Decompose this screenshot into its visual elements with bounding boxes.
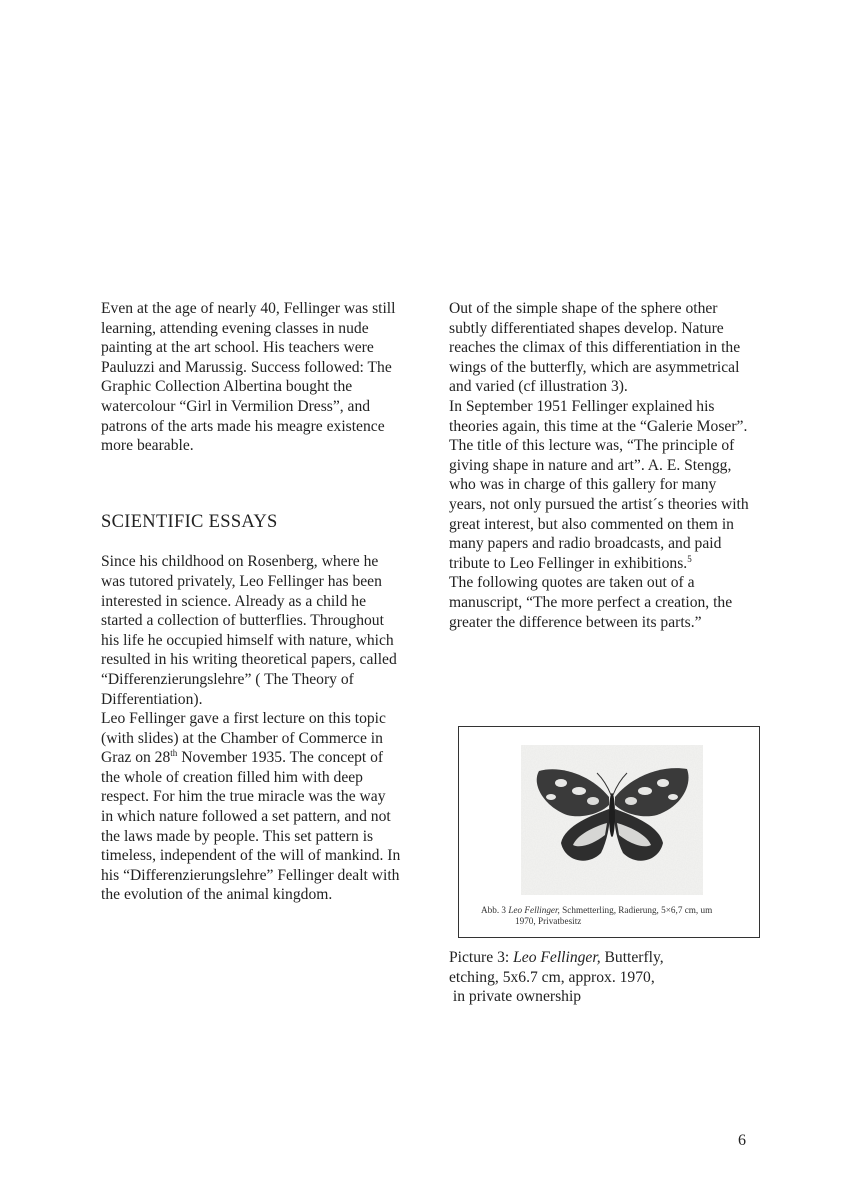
inner-caption-line-2: 1970, Privatbesitz — [515, 915, 582, 926]
inner-caption-line-1 — [481, 905, 751, 916]
paragraph-manuscript-quote: The following quotes are taken out of a manuscript, “The more perfect a creation, the greater the difference between its parts.” — [449, 574, 733, 631]
paragraph-sphere-shapes: Out of the simple shape of the sphere other subtly differentiated shapes develop. Nature reaches the climax of this differentiation in the wings of the butterfly, which are asymmetrical and varied (cf illustration 3). — [449, 300, 741, 396]
caption-title: Butterfly, — [600, 949, 664, 966]
inner-caption-details: Schmetterling, Radierung, 5×6,7 cm, um — [559, 905, 713, 915]
paragraph-evening-classes: Even at the age of nearly 40, Fellinger was still learning, attending evening classes in nude painting at the art school. His teachers were Pauluzzi and Marussig. Success followed: The Graphic Collection Albertina bought the watercolour “Girl in Vermilion Dress”, and patrons of the arts made his meagre existence more bearable. — [101, 300, 396, 455]
caption-line-3: in private ownership — [449, 988, 582, 1006]
right-column — [449, 299, 754, 632]
section-heading-scientific-essays: SCIENTIFIC ESSAYS — [101, 511, 278, 532]
page-number: 6 — [738, 1132, 746, 1149]
left-column — [101, 299, 401, 905]
paragraph-galerie-moser — [449, 397, 754, 573]
caption-artist: Leo Fellinger, — [513, 949, 601, 966]
footnote-marker: 5 — [687, 553, 692, 564]
lecture-text-start: Leo Fellinger gave a first lecture on this topic (with slides) at the Chamber of Commerce in Graz on 28 — [101, 710, 386, 767]
figure-butterfly-etching — [458, 726, 760, 938]
galerie-moser-text: In September 1951 Fellinger explained his theories again, this time at the “Galerie Moser”. The title of this lecture was, “The principle of giving shape in nature and art”. A. E. Stengg, who was in charge of this gallery for many years, not only pursued the artist´s theories with great interest, but also commented on them in many papers and radio broadcasts, and paid tribute to Leo Fellinger in exhibitions. — [449, 397, 749, 572]
butterfly-etching-image — [521, 745, 703, 895]
caption-line-1 — [449, 948, 749, 968]
paragraph-first-lecture — [101, 709, 401, 905]
caption-line-2: etching, 5x6.7 cm, approx. 1970, — [449, 968, 655, 986]
ordinal-superscript: th — [170, 748, 178, 759]
inner-caption-artist: Leo Fellinger, — [508, 905, 560, 915]
caption-prefix: Picture 3: — [449, 949, 514, 966]
picture-caption — [449, 948, 749, 1007]
paragraph-childhood-science: Since his childhood on Rosenberg, where he was tutored privately, Leo Fellinger has been interested in science. Already as a child he started a collection of butterflies. Throughout his life he occupied himself with nature, which resulted in his writing theoretical papers, called “Differenzierungslehre” ( The Theory of Differentiation). — [101, 553, 397, 708]
inner-caption-prefix: Abb. 3 — [481, 905, 509, 915]
figure-inner-caption — [481, 905, 751, 926]
lecture-text-end: November 1935. The concept of the whole of creation filled him with deep respect. For him the true miracle was the way in which nature followed a set pattern, and not the laws made by people. This set pattern is timeless, independent of the will of mankind. In his “Differenzierungslehre” Fellinger dealt with the evolution of the animal kingdom. — [101, 749, 401, 904]
